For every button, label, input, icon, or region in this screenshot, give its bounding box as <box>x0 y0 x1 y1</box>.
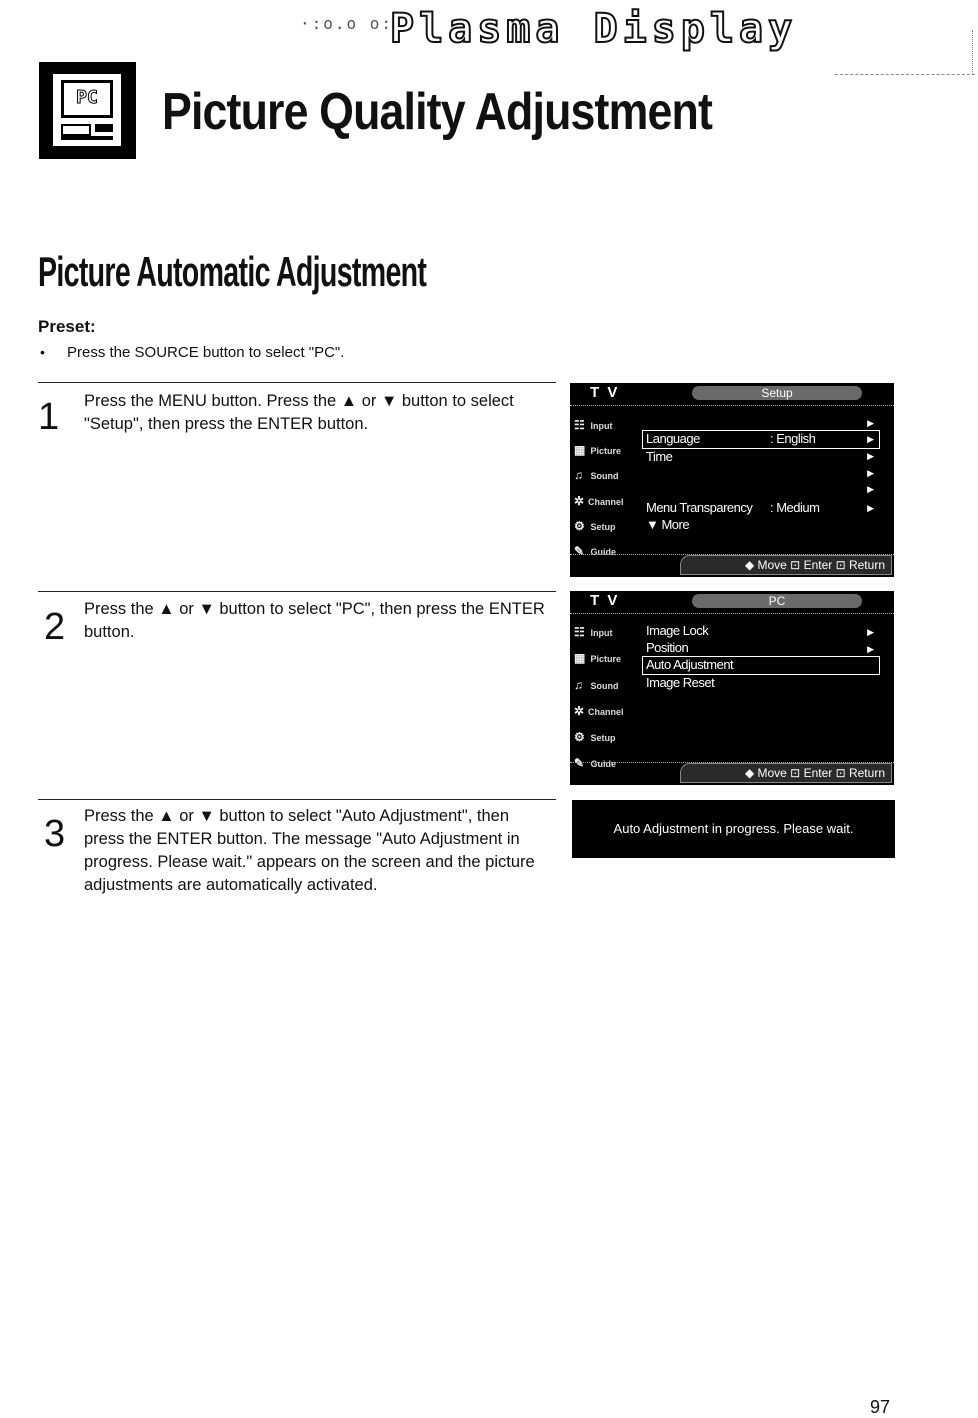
menu-item-menu-transparency: Menu Transparency <box>646 500 753 515</box>
sound-icon: ♫ <box>574 468 583 482</box>
sidebar-item-label: Guide <box>590 547 617 557</box>
pc-keyboard-icon <box>61 124 91 136</box>
submenu-arrow-icon: ▶ <box>867 503 874 513</box>
sidebar-item-channel <box>574 494 624 508</box>
preset-label: Preset: <box>38 317 96 336</box>
input-icon: ☷ <box>574 625 585 639</box>
submenu-arrow-icon: ▶ <box>867 627 874 637</box>
pc-base-icon <box>61 136 113 140</box>
channel-icon: ✲ <box>574 704 585 718</box>
pc-badge-icon <box>39 62 136 159</box>
pc-port-icon <box>95 124 113 132</box>
menu-item-image-reset: Image Reset <box>646 675 715 690</box>
menu-item-label: Auto Adjustment <box>646 657 734 672</box>
page-number: 97 <box>870 1397 891 1417</box>
preset-text: Press the SOURCE button to select "PC". <box>67 344 345 361</box>
step-divider <box>38 799 556 800</box>
menu-item-more: ▼ More <box>646 517 690 532</box>
step-divider <box>38 591 556 592</box>
sidebar-item-input <box>574 418 613 432</box>
sidebar-item-sound <box>574 468 619 482</box>
tv-tab-pc: PC <box>692 594 862 608</box>
menu-item-time: Time <box>646 449 673 464</box>
submenu-arrow-icon: ▶ <box>867 451 874 461</box>
bullet: • <box>40 344 45 360</box>
sidebar-item-label: Setup <box>590 733 616 743</box>
menu-item-language <box>642 430 880 449</box>
sidebar-item-label: Channel <box>588 497 624 507</box>
tv-pc-menu <box>570 591 894 785</box>
sidebar-item-label: Input <box>590 628 613 638</box>
step-text: Press the ▲ or ▼ button to select "PC", then press the ENTER button. <box>84 600 545 641</box>
sidebar-item-label: Picture <box>590 654 622 664</box>
auto-adjustment-message: Auto Adjustment in progress. Please wait. <box>572 800 895 858</box>
sidebar-item-label: Sound <box>590 471 619 481</box>
tv-setup-menu <box>570 383 894 577</box>
submenu-arrow-icon: ▶ <box>867 644 874 654</box>
pc-monitor-icon <box>53 74 121 146</box>
step-text: Press the MENU button. Press the ▲ or ▼ button to select "Setup", then press the ENTER button. <box>84 392 514 433</box>
submenu-arrow-icon: ▶ <box>867 468 874 478</box>
menu-item-image-lock: Image Lock <box>646 623 709 638</box>
tv-tab-setup: Setup <box>692 386 862 400</box>
menu-item-position: Position <box>646 640 689 655</box>
guide-icon: ✎ <box>574 756 585 770</box>
sidebar-item-setup <box>574 730 616 744</box>
tv-mode-label: T V <box>590 384 620 401</box>
step-divider <box>38 382 556 383</box>
tv-footer-hints: ◆ Move ⊡ Enter ⊡ Return <box>680 555 892 575</box>
page-title: Picture Quality Adjustment <box>162 83 712 141</box>
sidebar-item-setup <box>574 519 616 533</box>
brand-title: Plasma Display <box>390 6 798 52</box>
step-text: Press the ▲ or ▼ button to select "Auto Adjustment", then press the ENTER button. The message "Auto Adjustment in progress. Please wait." appears on the screen and the picture adjustments are automatically activated. <box>84 807 535 894</box>
header-divider <box>835 74 975 75</box>
pc-badge-label: PC <box>61 80 113 118</box>
setup-icon: ⚙ <box>574 519 585 533</box>
sidebar-item-label: Channel <box>588 707 624 717</box>
tv-mode-label: T V <box>590 592 620 609</box>
submenu-arrow-icon: ▶ <box>867 484 874 494</box>
step-number: 2 <box>44 606 66 648</box>
sidebar-item-sound <box>574 678 619 692</box>
sidebar-item-channel <box>574 704 624 718</box>
channel-icon: ✲ <box>574 494 585 508</box>
submenu-arrow-icon: ▶ <box>867 418 874 428</box>
sidebar-item-label: Picture <box>590 446 622 456</box>
header-tick <box>972 30 973 74</box>
sound-icon: ♫ <box>574 678 583 692</box>
sidebar-item-picture <box>574 443 621 457</box>
sidebar-item-label: Input <box>590 421 613 431</box>
setup-icon: ⚙ <box>574 730 585 744</box>
section-title: Picture Automatic Adjustment <box>38 248 427 295</box>
submenu-arrow-icon: ▶ <box>867 434 874 444</box>
menu-item-auto-adjustment <box>642 656 880 675</box>
sidebar-item-label: Setup <box>590 522 616 532</box>
input-icon: ☷ <box>574 418 585 432</box>
step-number: 3 <box>44 813 66 855</box>
guide-icon: ✎ <box>574 544 585 558</box>
step-number: 1 <box>38 396 60 438</box>
menu-item-label: Language <box>646 431 700 446</box>
picture-icon: ▦ <box>574 651 586 665</box>
menu-item-value: : Medium <box>770 500 820 515</box>
sidebar-item-label: Sound <box>590 681 619 691</box>
menu-item-value: : English <box>770 431 816 446</box>
brand-decoration: ·:o.o o: <box>300 14 394 33</box>
sidebar-item-label: Guide <box>590 759 617 769</box>
sidebar-item-input <box>574 625 613 639</box>
sidebar-item-picture <box>574 651 621 665</box>
tv-footer-hints: ◆ Move ⊡ Enter ⊡ Return <box>680 763 892 783</box>
picture-icon: ▦ <box>574 443 586 457</box>
